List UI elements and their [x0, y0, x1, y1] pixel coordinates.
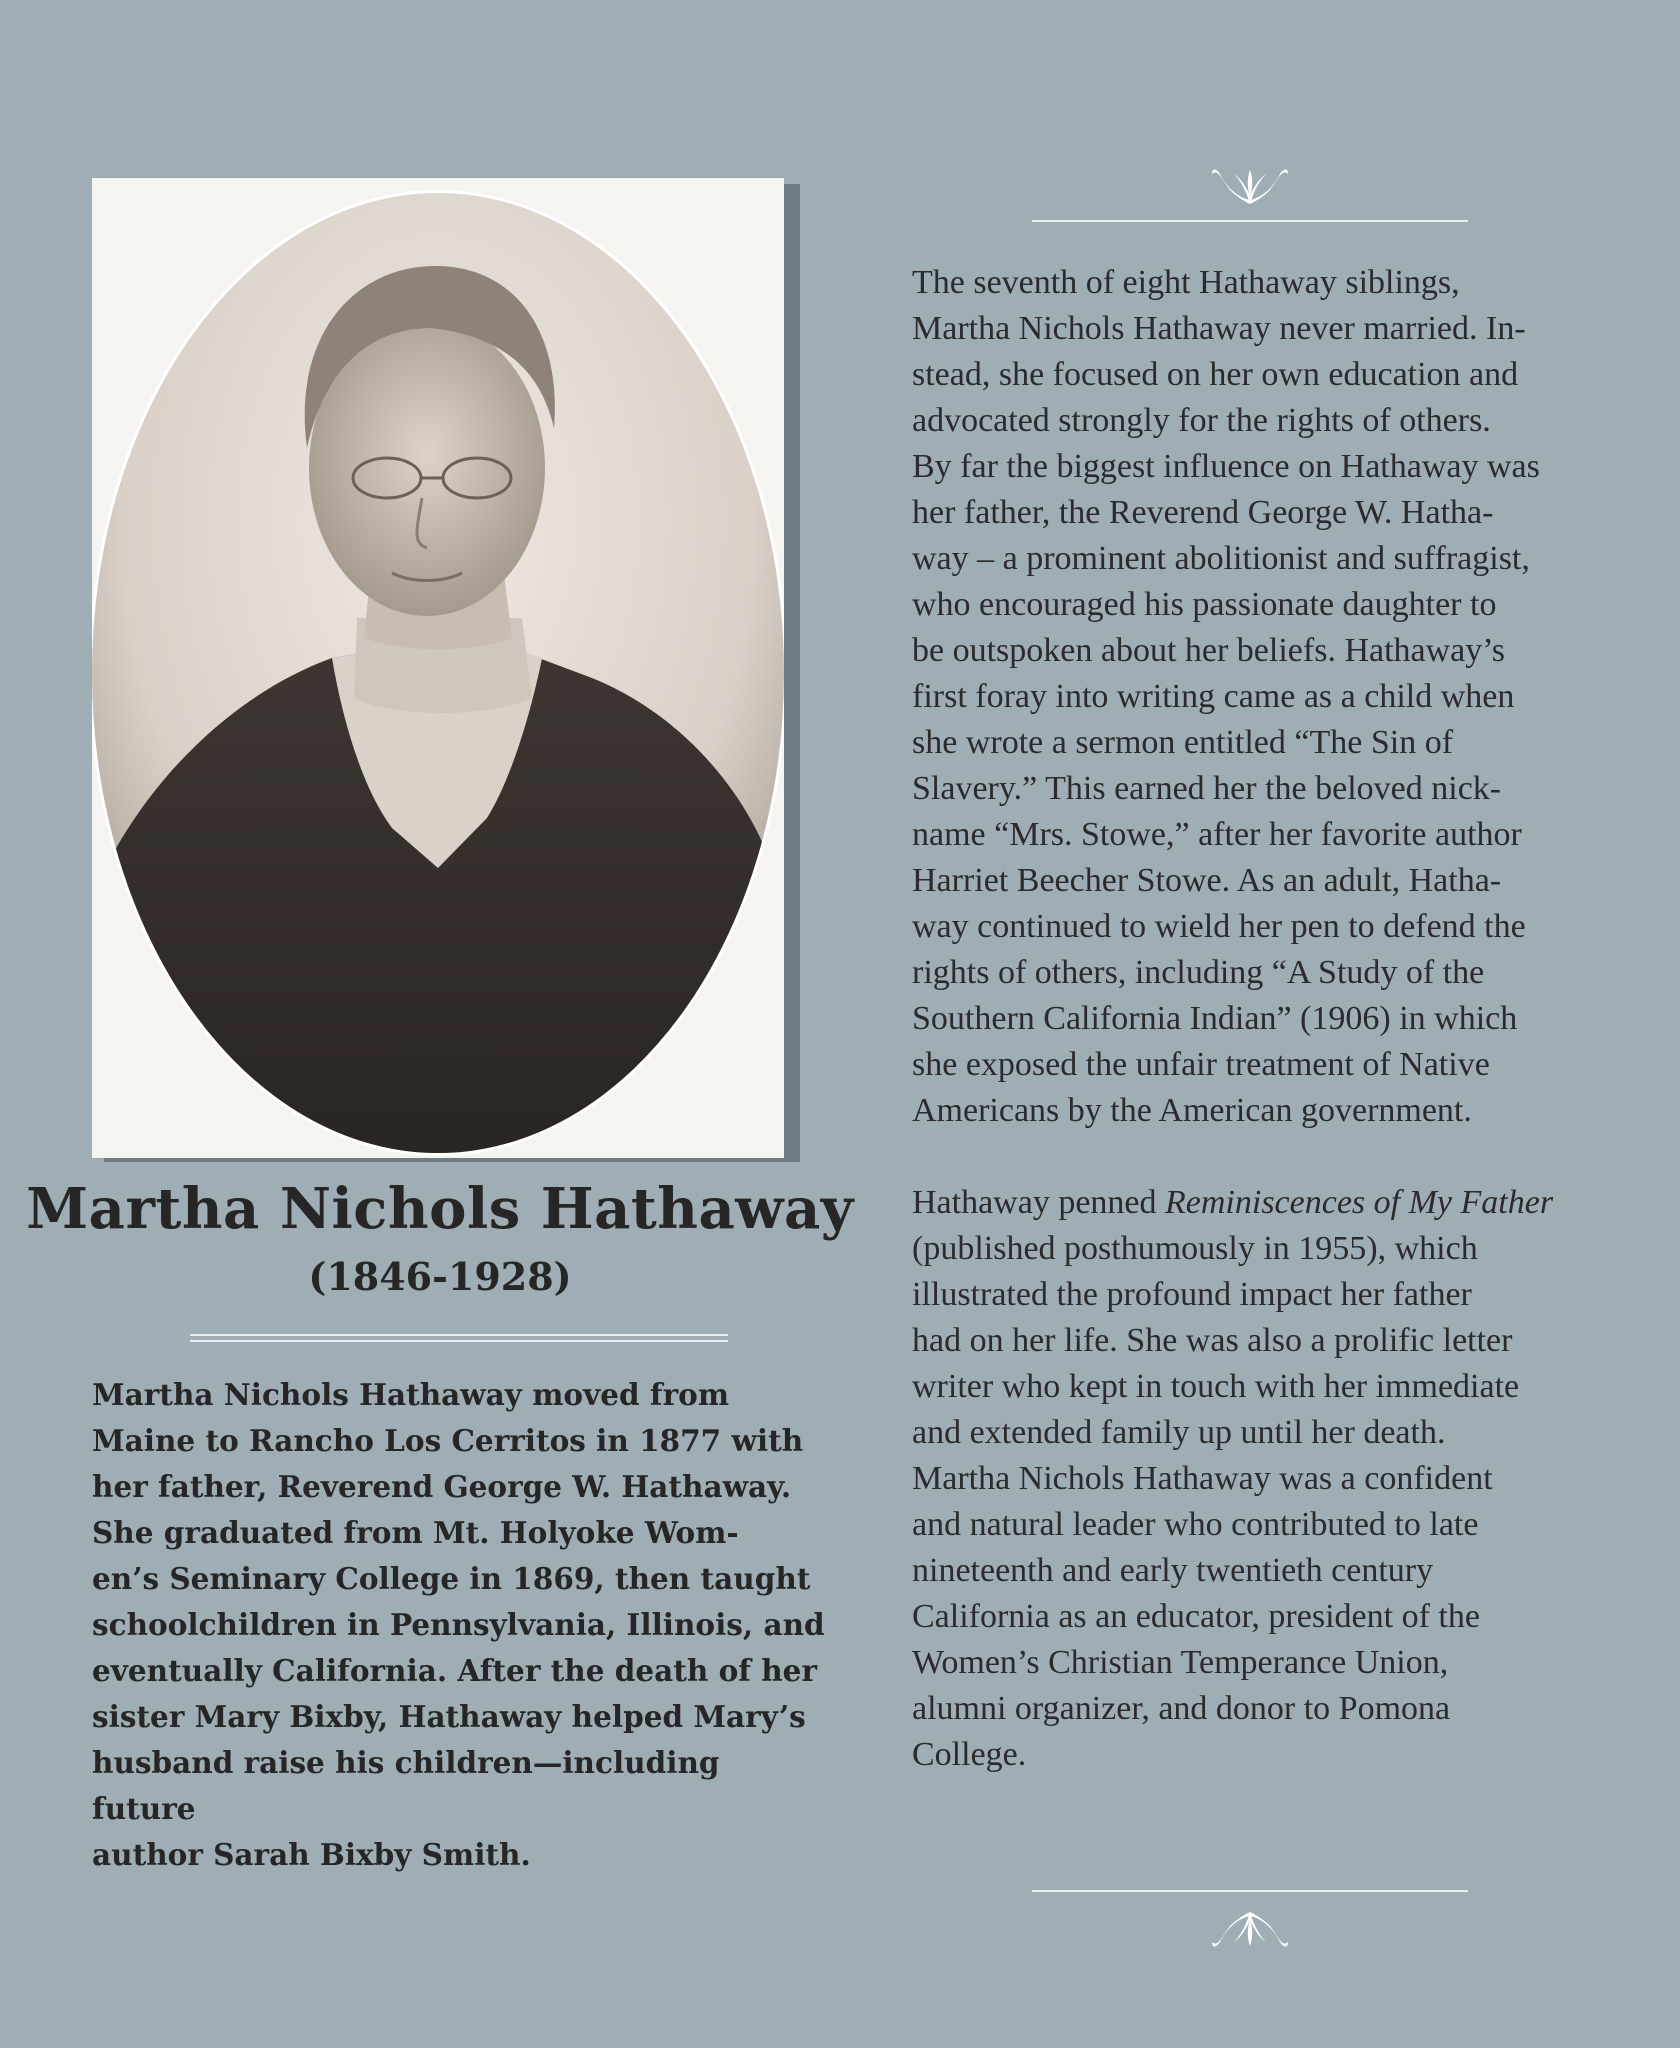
bio-line: husband raise his children—including future — [92, 1745, 720, 1826]
text-line: Martha Nichols Hathaway was a confident — [912, 1460, 1493, 1497]
bio-line: author Sarah Bixby Smith. — [92, 1837, 531, 1872]
person-name: Martha Nichols Hathaway — [26, 1176, 854, 1242]
text-line: rights of others, including “A Study of the — [912, 954, 1485, 991]
text-line: Martha Nichols Hathaway never married. In- — [912, 310, 1526, 347]
bio-line: her father, Reverend George W. Hathaway. — [92, 1469, 792, 1504]
summary-bio — [92, 1372, 832, 1878]
portrait-image — [92, 178, 784, 1158]
text-line: she wrote a sermon entitled “The Sin of — [912, 724, 1454, 761]
text-line: Women’s Christian Temperance Union, — [912, 1644, 1449, 1681]
text-line: (published posthumously in 1955), which — [912, 1230, 1478, 1267]
text-line: Americans by the American government. — [912, 1092, 1472, 1129]
bio-line: She graduated from Mt. Holyoke Wom- — [92, 1515, 739, 1550]
bio-line: Martha Nichols Hathaway moved from — [92, 1377, 730, 1412]
text-line: she exposed the unfair treatment of Native — [912, 1046, 1490, 1083]
text-line: name “Mrs. Stowe,” after her favorite author — [912, 816, 1522, 853]
text-line: By far the biggest influence on Hathaway was — [912, 448, 1540, 485]
portrait-photo — [92, 178, 784, 1158]
text-line — [912, 1180, 1612, 1226]
bio-line: Maine to Rancho Los Cerritos in 1877 with — [92, 1423, 804, 1458]
text-line: first foray into writing came as a child when — [912, 678, 1515, 715]
life-years: (1846-1928) — [308, 1254, 572, 1299]
text-line: College. — [912, 1736, 1027, 1773]
text-prefix: Hathaway penned — [912, 1184, 1166, 1221]
text-line: Slavery.” This earned her the beloved nick- — [912, 770, 1502, 807]
text-line: nineteenth and early twentieth century — [912, 1552, 1434, 1589]
bio-line: schoolchildren in Pennsylvania, Illinois, and — [92, 1607, 825, 1642]
bio-line: en’s Seminary College in 1869, then taught — [92, 1561, 811, 1596]
fleuron-ornament-icon — [1210, 160, 1290, 210]
text-line: who encouraged his passionate daughter to — [912, 586, 1497, 623]
top-divider — [1032, 220, 1468, 222]
bottom-divider — [1032, 1890, 1468, 1892]
text-line: advocated strongly for the rights of others. — [912, 402, 1491, 439]
text-line: way – a prominent abolitionist and suffragist, — [912, 540, 1530, 577]
text-line: way continued to wield her pen to defend the — [912, 908, 1526, 945]
text-line: be outspoken about her beliefs. Hathaway’s — [912, 632, 1505, 669]
bio-line: eventually California. After the death of her — [92, 1653, 817, 1688]
text-line: writer who kept in touch with her immediate — [912, 1368, 1520, 1405]
text-line: illustrated the profound impact her father — [912, 1276, 1472, 1313]
book-title: Reminiscences of My Father — [1165, 1184, 1554, 1221]
text-line: her father, the Reverend George W. Hatha- — [912, 494, 1494, 531]
text-line: and natural leader who contributed to late — [912, 1506, 1479, 1543]
text-line: had on her life. She was also a prolific letter — [912, 1322, 1513, 1359]
text-line: The seventh of eight Hathaway siblings, — [912, 264, 1460, 301]
text-line: alumni organizer, and donor to Pomona — [912, 1690, 1451, 1727]
narrative-paragraph-1 — [912, 260, 1612, 1134]
text-line: California as an educator, president of the — [912, 1598, 1480, 1635]
text-line: Southern California Indian” (1906) in which — [912, 1000, 1518, 1037]
text-line: Harriet Beecher Stowe. As an adult, Hatha- — [912, 862, 1502, 899]
text-line: stead, she focused on her own education and — [912, 356, 1519, 393]
fleuron-ornament-bottom-icon — [1210, 1906, 1290, 1956]
narrative-paragraph-2 — [912, 1180, 1612, 1778]
bio-line: sister Mary Bixby, Hathaway helped Mary’s — [92, 1699, 806, 1734]
text-line: and extended family up until her death. — [912, 1414, 1446, 1451]
double-divider — [190, 1334, 728, 1342]
